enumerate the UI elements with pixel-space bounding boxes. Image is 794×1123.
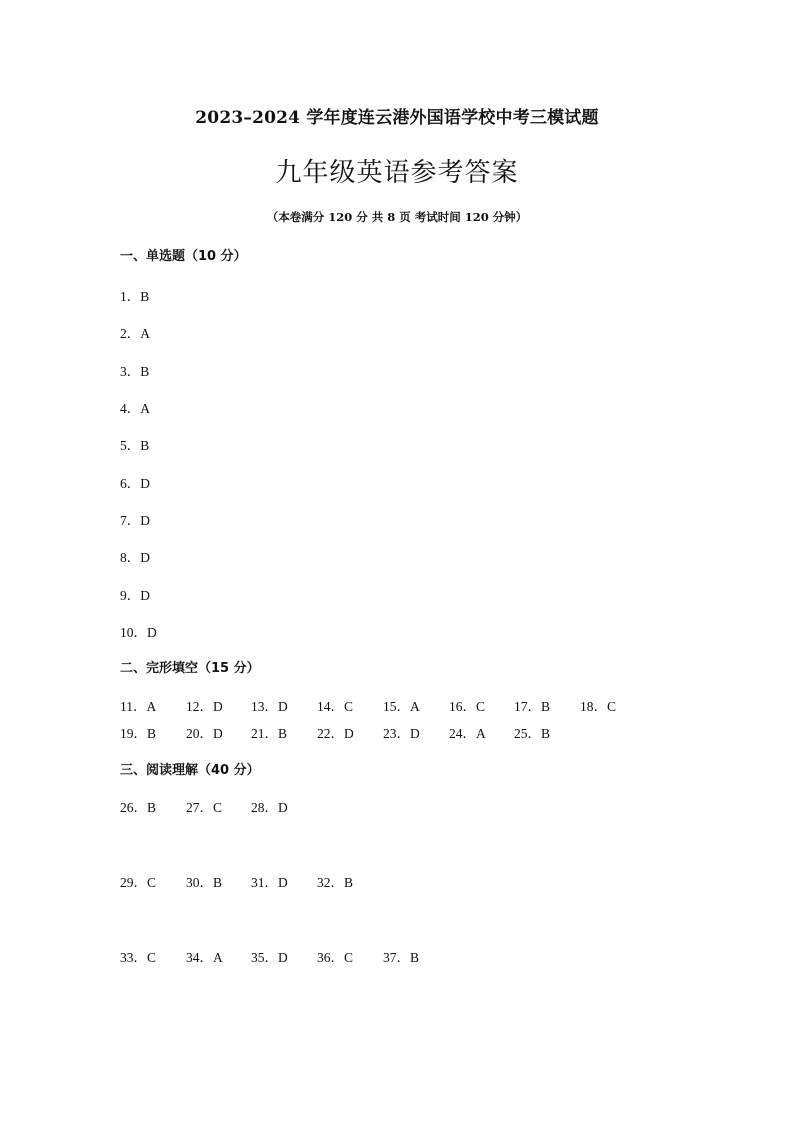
answer-item: 16．C <box>449 699 486 714</box>
answer-item: 35．D <box>251 950 288 965</box>
answer-item: 14．C <box>317 699 354 714</box>
answer-item: 33．C <box>120 950 157 965</box>
answer-item: 28．D <box>251 800 288 815</box>
section3-heading: 三、阅读理解（40 分） <box>120 763 260 778</box>
answer-item: 19．B <box>120 726 157 741</box>
answer-item: 21．B <box>251 726 288 741</box>
answer-item: 10．D <box>120 625 157 640</box>
answer-item: 18．C <box>580 699 617 714</box>
answer-item: 7．D <box>120 513 150 528</box>
answer-item: 13．D <box>251 699 288 714</box>
answer-item: 12．D <box>186 699 223 714</box>
answer-item: 9．D <box>120 588 150 603</box>
answer-item: 30．B <box>186 875 223 890</box>
answer-item: 36．C <box>317 950 354 965</box>
section2-heading: 二、完形填空（15 分） <box>120 661 260 676</box>
answer-item: 24．A <box>449 726 486 741</box>
answer-item: 6．D <box>120 476 150 491</box>
answer-item: 20．D <box>186 726 223 741</box>
answer-item: 5．B <box>120 438 150 453</box>
answer-item: 26．B <box>120 800 157 815</box>
answer-item: 29．C <box>120 875 157 890</box>
answer-item: 37．B <box>383 950 420 965</box>
answer-item: 3．B <box>120 364 150 379</box>
answer-item: 23．D <box>383 726 420 741</box>
answer-item: 11．A <box>120 699 157 714</box>
exam-title: 2023–2024 学年度连云港外国语学校中考三模试题 <box>195 108 599 128</box>
answer-item: 8．D <box>120 550 150 565</box>
answer-item: 1．B <box>120 289 150 304</box>
answer-item: 34．A <box>186 950 223 965</box>
answer-item: 25．B <box>514 726 551 741</box>
answer-item: 31．D <box>251 875 288 890</box>
answer-item: 27．C <box>186 800 223 815</box>
answer-item: 17．B <box>514 699 551 714</box>
answer-item: 32．B <box>317 875 354 890</box>
answer-item: 22．D <box>317 726 354 741</box>
answer-item: 2．A <box>120 326 150 341</box>
section1-heading: 一、单选题（10 分） <box>120 249 247 264</box>
answer-item: 15．A <box>383 699 420 714</box>
answer-item: 4．A <box>120 401 150 416</box>
answer-key-title: 九年级英语参考答案 <box>275 158 519 188</box>
exam-info-note: （本卷满分 120 分 共 8 页 考试时间 120 分钟） <box>266 210 528 224</box>
